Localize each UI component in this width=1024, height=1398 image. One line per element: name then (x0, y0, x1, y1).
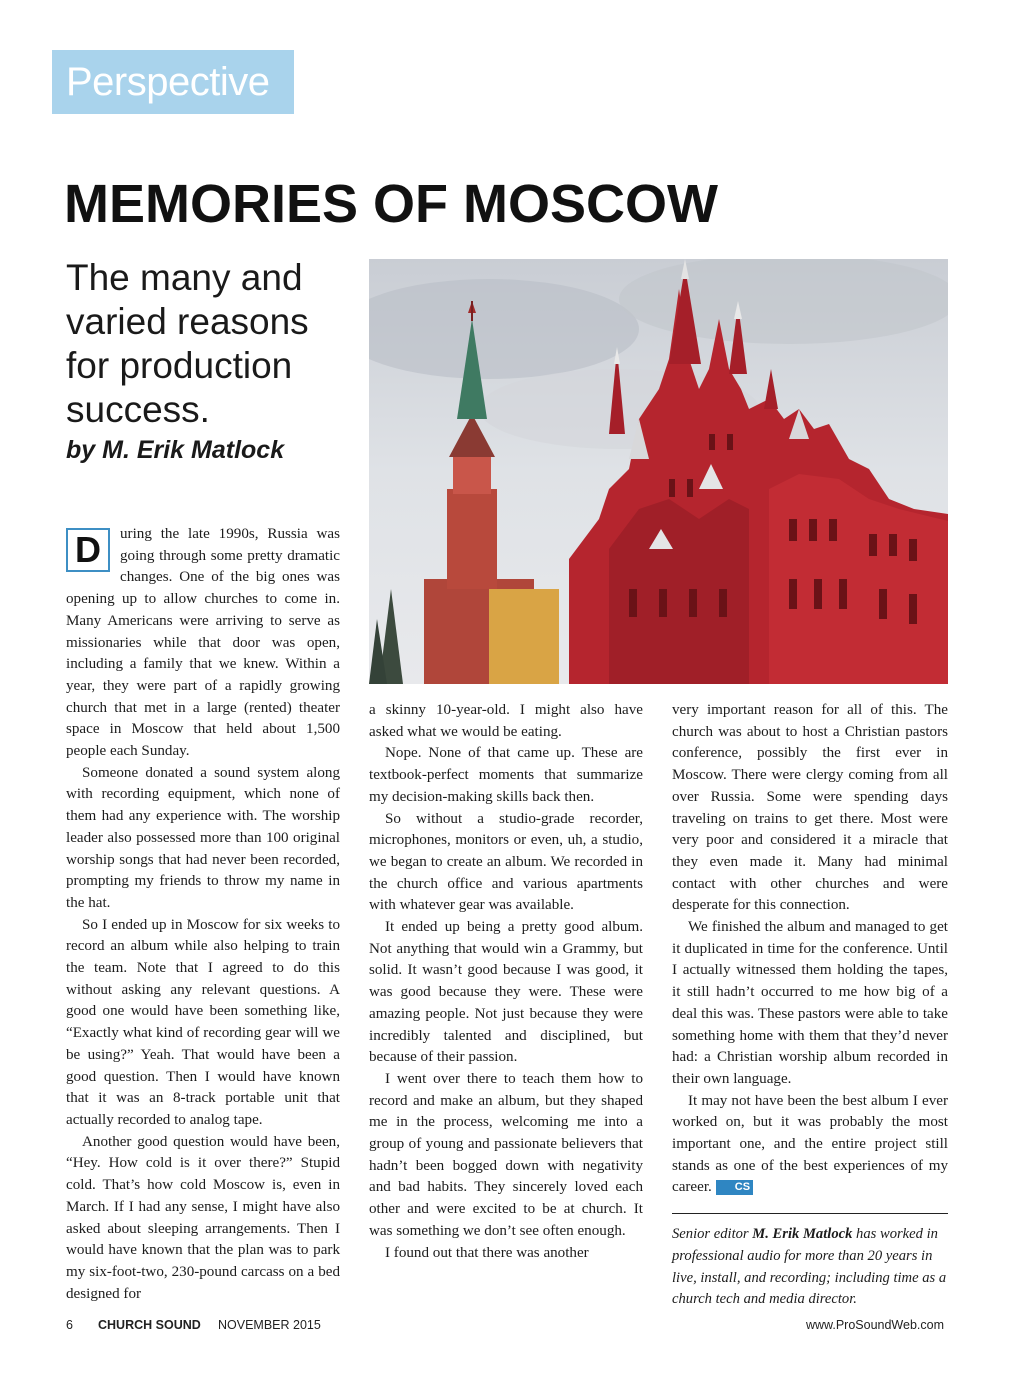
magazine-name: CHURCH SOUND (98, 1318, 201, 1332)
paragraph: a skinny 10-year-old. I might also have asked what we would be eating. (369, 702, 643, 740)
bio-author-name: M. Erik Matlock (752, 1226, 853, 1243)
moscow-museum-photo (369, 259, 948, 684)
drop-cap: D (66, 528, 110, 572)
paragraph (672, 1091, 948, 1200)
article-deck: The many and varied reasons for production success. (66, 257, 309, 430)
article-column-1 (66, 524, 340, 1305)
article-column-3 (672, 700, 948, 1311)
page-number: 6 (66, 1318, 73, 1332)
paragraph-text: uring the late 1990s, Russia was going through some pretty dramatic changes. One of the big ones was opening up to allow churches to come in. Many Americans were arriving to serve as missionaries while that door was open, including a family that we knew. Within a year, they were part of a rapidly growing church that met in a large (rented) theater space in Moscow that held about 1,500 people each Sunday. (66, 526, 340, 760)
paragraph (66, 524, 340, 763)
issue-date: NOVEMBER 2015 (218, 1318, 321, 1332)
paragraph-text: It may not have been the best album I ever worked on, but it was probably the most important one, and the entire project still stands as one of the best experiences of my career. (672, 1092, 948, 1196)
article-headline: MEMORIES OF MOSCOW (64, 174, 718, 234)
paragraph: I found out that there was another (385, 1244, 589, 1261)
section-label: Perspective (52, 50, 294, 114)
bio-text: has worked in professional audio for more than 20 years in live, install, and recording; including time as a church tech and media director. (672, 1226, 947, 1308)
bio-prefix: Senior editor (672, 1226, 753, 1243)
paragraph: It ended up being a pretty good album. Not anything that would win a Grammy, but solid. It wasn’t good because I was good, it was good because they were. These were amazing people. Not just because they were incredibly talented and disciplined, but because of their passion. (369, 919, 643, 1066)
paragraph: I went over there to teach them how to record and make an album, but they shaped me in the process, welcoming me into a group of young and passionate believers that hadn’t been bogged down with negativity and bad habits. They sincerely loved each other and were excited to be at church. It was something we don’t see often enough. (369, 1070, 643, 1239)
paragraph: Nope. None of that came up. These are textbook-perfect moments that summarize my decision-making skills back then. (369, 745, 643, 805)
paragraph: So I ended up in Moscow for six weeks to record an album while also helping to train the team. Note that I agreed to do this without asking any relevant questions. A good one would have been something like, “Exactly what kind of recording gear will we be using?” Yeah. That would have been a good question. Then I would have known that it was an 8-track portable unit that actually recorded to analog tape. (66, 916, 340, 1128)
paragraph: We finished the album and managed to get it duplicated in time for the conference. Until I actually witnessed them holding the tapes, it still hadn’t occurred to me how big of a deal this was. These pastors were able to take something home with them that they’d never had: a Christian worship album recorded in their own language. (672, 919, 948, 1087)
end-mark-badge: CS (716, 1180, 753, 1195)
byline: by M. Erik Matlock (66, 436, 285, 464)
paragraph: Another good question would have been, “Hey. How cold is it over there?” Stupid cold. That’s how cold Moscow is, even in March. If I had any sense, I might have also asked about sleeping arrangements. Then I would have known that the plan was to park my six-foot-two, 230-pound carcass on a bed designed for (66, 1133, 340, 1302)
paragraph: So without a studio-grade recorder, microphones, monitors or even, uh, a studio, we began to create an album. We recorded in the church office and various apartments with whatever gear was available. (369, 810, 643, 914)
author-bio (672, 1224, 948, 1311)
bio-divider (672, 1213, 948, 1214)
paragraph: Someone donated a sound system along with recording equipment, which none of them had any experience with. The worship leader also possessed more than 100 original worship songs that had never been recorded, prompting my friends to throw my name in the hat. (66, 764, 340, 911)
article-column-2 (369, 700, 643, 1264)
website-url: www.ProSoundWeb.com (805, 1318, 944, 1332)
paragraph: very important reason for all of this. The church was about to host a Christian pastors conference, possibly the first ever in Moscow. There were clergy coming from all over Russia. Some were spending days traveling on trains to get there. Most were very poor and considered it a miracle that they even made it. Many had minimal contact with other churches and were desperate for this connection. (672, 702, 948, 914)
